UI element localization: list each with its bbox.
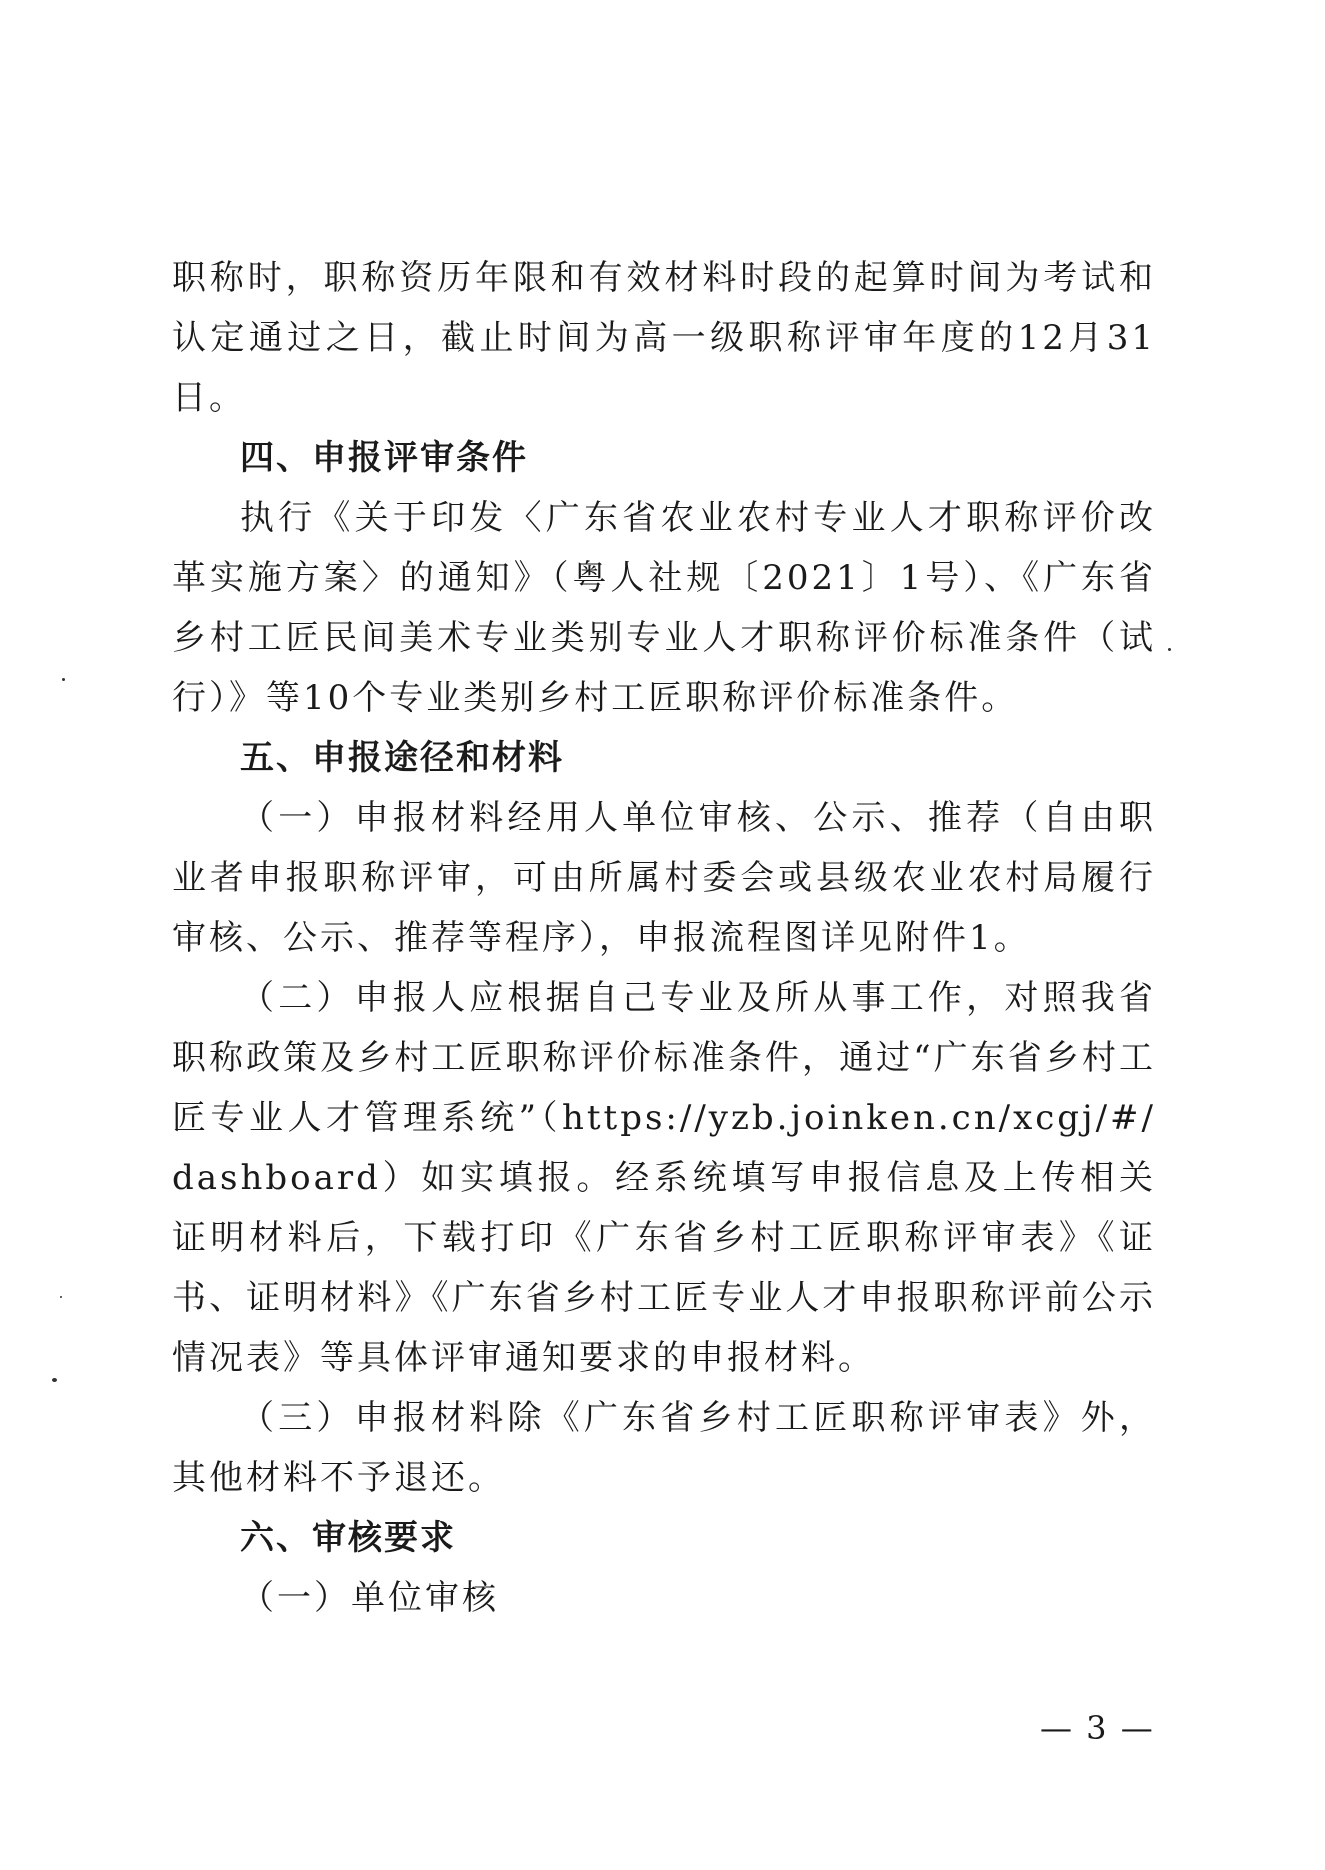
scan-speck bbox=[1168, 648, 1171, 651]
scan-speck bbox=[62, 678, 65, 681]
paragraph-materials-1: （一）申报材料经用人单位审核、公示、推荐（自由职业者申报职称评审，可由所属村委会或县级农业农村局履行审核、公示、推荐等程序），申报流程图详见附件1。 bbox=[172, 798, 1156, 958]
document-body bbox=[172, 248, 1156, 1628]
section-heading-6: 六、审核要求 bbox=[240, 1518, 456, 1558]
section-heading-4: 四、申报评审条件 bbox=[240, 438, 528, 478]
page-number: — 3 — bbox=[1040, 1709, 1155, 1747]
section-heading-5: 五、申报途径和材料 bbox=[240, 738, 564, 778]
scan-speck bbox=[52, 1378, 57, 1382]
paragraph-materials-2: （二）申报人应根据自己专业及所从事工作，对照我省职称政策及乡村工匠职称评价标准条件，通过“广东省乡村工匠专业人才管理系统”（https://yzb.joinken.cn/xcgj/#/dashboard）如实填报。经系统填写申报信息及上传相关证明材料后，下载打印《广东省乡村工匠职称评审表》《证书、证明材料》《广东省乡村工匠专业人才申报职称评前公示情况表》等具体评审通知要求的申报材料。 bbox=[172, 978, 1156, 1378]
paragraph-evaluation-criteria: 执行《关于印发〈广东省农业农村专业人才职称评价改革实施方案〉的通知》（粤人社规〔2021〕1号）、《广东省乡村工匠民间美术专业类别专业人才职称评价标准条件（试行）》等10个专业类别乡村工匠职称评价标准条件。 bbox=[172, 498, 1156, 718]
paragraph-continuation: 职称时，职称资历年限和有效材料时段的起算时间为考试和认定通过之日，截止时间为高一级职称评审年度的12月31日。 bbox=[172, 258, 1156, 418]
paragraph-unit-review: （一）单位审核 bbox=[240, 1578, 499, 1618]
paragraph-materials-3: （三）申报材料除《广东省乡村工匠职称评审表》外，其他材料不予退还。 bbox=[172, 1398, 1156, 1498]
scan-speck bbox=[60, 1296, 62, 1298]
